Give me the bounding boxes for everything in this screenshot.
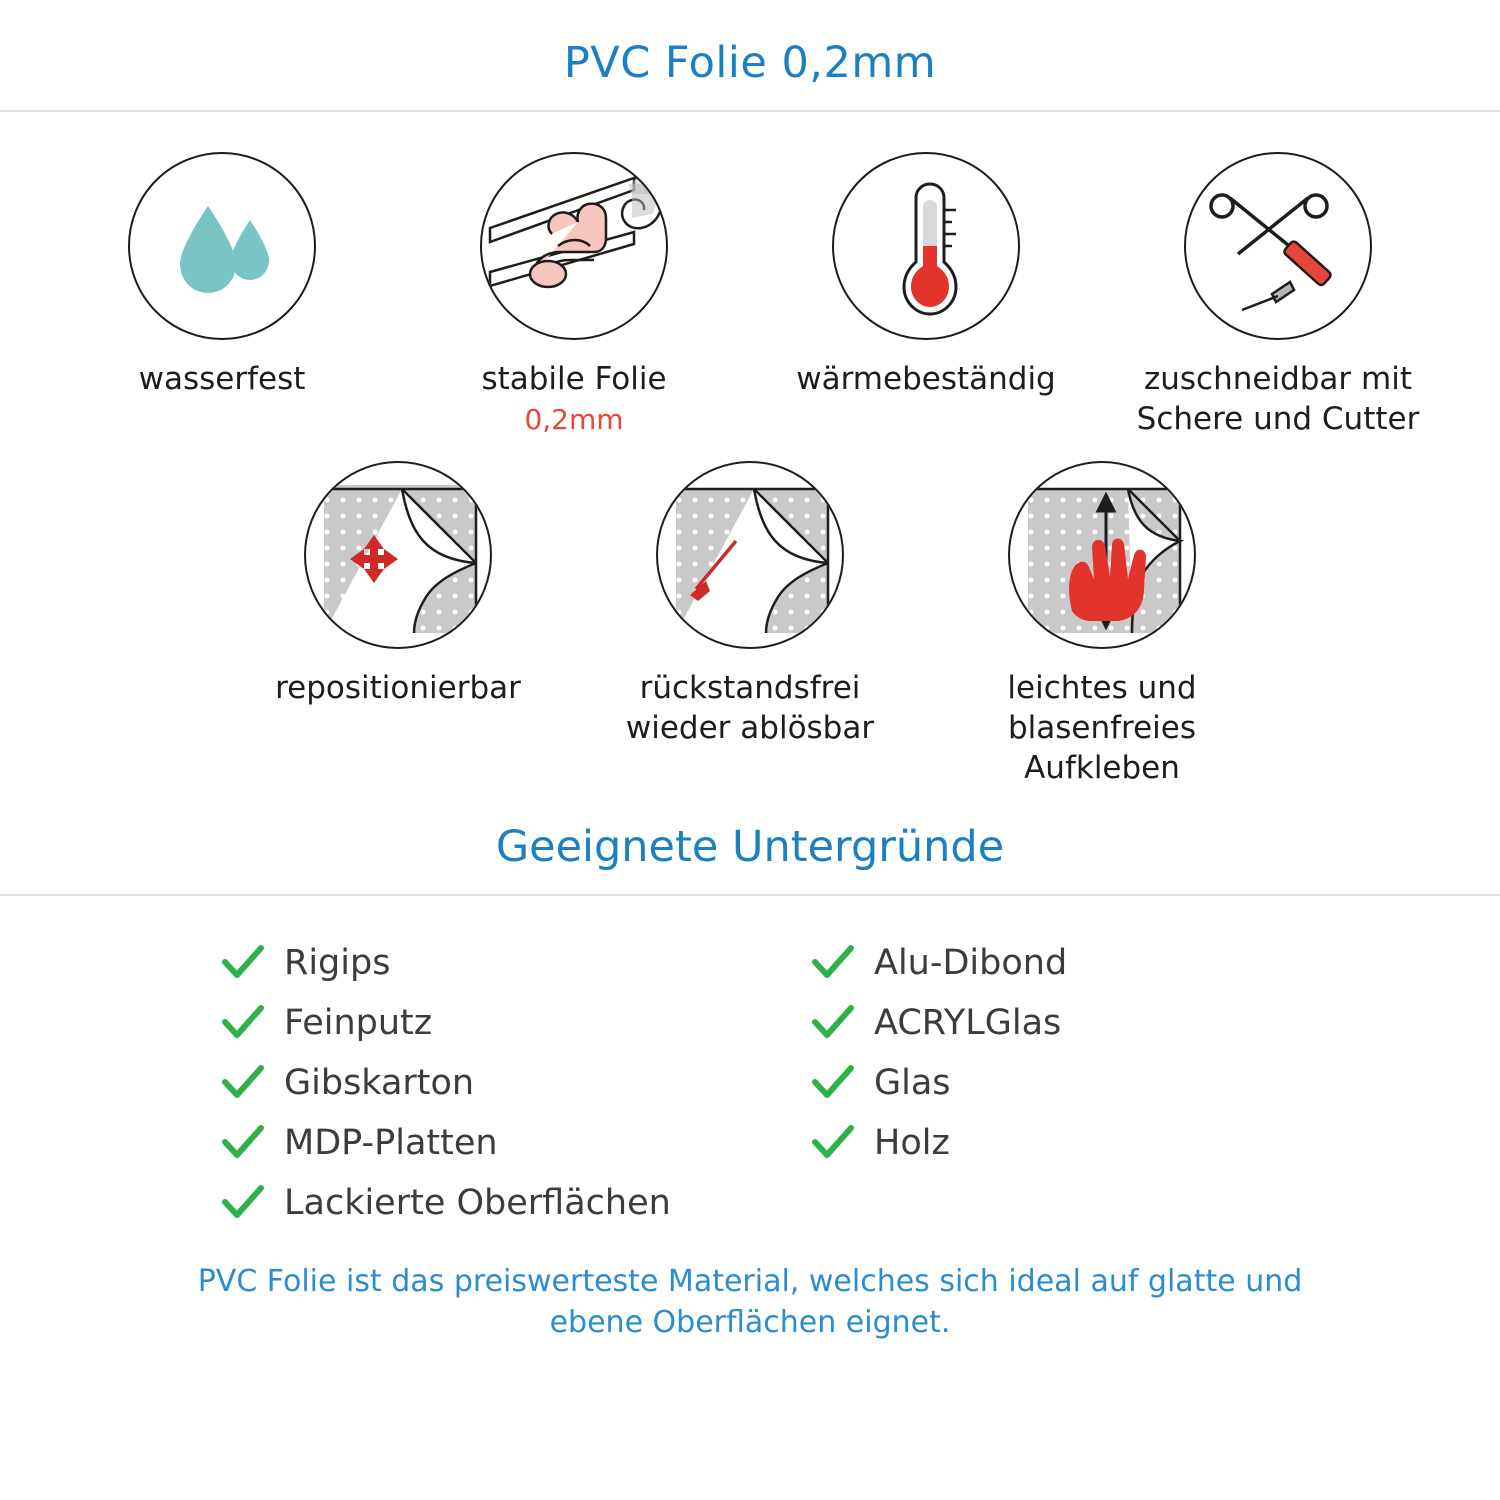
feature-caption	[1113, 360, 1443, 439]
list-item	[220, 940, 690, 986]
feature-caption	[796, 360, 1056, 400]
feature-repositionierbar	[222, 461, 574, 709]
feature-rueckstandsfrei	[574, 461, 926, 748]
feature-caption	[139, 360, 306, 400]
substrate-label: Rigips	[284, 943, 391, 984]
feature-icon-circle	[832, 152, 1020, 340]
substrate-label: Gibskarton	[284, 1063, 475, 1104]
feature-label: rückstandsfrei wieder ablösbar	[625, 670, 875, 747]
substrate-label: MDP-Platten	[284, 1123, 498, 1164]
feature-wasserfest	[46, 152, 398, 400]
substrate-label: Lackierte Oberflächen	[284, 1183, 671, 1224]
check-icon	[220, 1003, 266, 1043]
thermometer-icon	[834, 154, 1018, 340]
feature-waermebestaendig	[750, 152, 1102, 400]
check-icon	[810, 1123, 856, 1163]
list-item	[220, 1000, 690, 1046]
feature-caption	[275, 669, 521, 709]
feature-caption	[481, 360, 666, 438]
feature-label: stabile Folie	[481, 361, 667, 397]
substrates-title: Geeignete Untergründe	[495, 822, 1005, 873]
features-section	[0, 112, 1500, 788]
feature-icon-circle	[480, 152, 668, 340]
feature-zuschneidbar	[1102, 152, 1454, 439]
list-item	[220, 1180, 690, 1226]
feature-stabile-folie	[398, 152, 750, 438]
feature-label: repositionierbar	[275, 670, 521, 707]
check-icon	[220, 1183, 266, 1223]
feature-sublabel: 0,2mm	[524, 402, 624, 436]
strong-arm-film-icon	[482, 154, 666, 340]
substrates-column-right	[810, 940, 1280, 1240]
substrates-section	[0, 896, 1500, 1240]
substrate-label: Holz	[874, 1123, 950, 1164]
feature-icon-circle	[304, 461, 492, 649]
feature-icon-circle	[128, 152, 316, 340]
feature-label: wärmebeständig	[796, 361, 1056, 397]
feature-caption	[937, 669, 1267, 788]
substrates-column-left	[220, 940, 690, 1240]
water-drops-icon	[130, 154, 314, 340]
features-row-1	[0, 152, 1500, 439]
check-icon	[810, 1003, 856, 1043]
list-item	[810, 1120, 1280, 1166]
feature-icon-circle	[1008, 461, 1196, 649]
list-item	[220, 1120, 690, 1166]
check-icon	[220, 1123, 266, 1163]
feature-blasenfreies-aufkleben	[926, 461, 1278, 788]
feature-label: zuschneidbar mit Schere und Cutter	[1136, 361, 1420, 437]
feature-icon-circle	[1184, 152, 1372, 340]
substrate-label: Glas	[874, 1063, 951, 1104]
list-item	[220, 1060, 690, 1106]
check-icon	[810, 943, 856, 983]
check-icon	[810, 1063, 856, 1103]
features-row-2	[0, 461, 1500, 788]
hand-smoothing-icon	[1010, 463, 1194, 649]
list-item	[810, 1060, 1280, 1106]
substrate-label: Alu-Dibond	[874, 943, 1068, 984]
check-icon	[220, 943, 266, 983]
check-icon	[220, 1063, 266, 1103]
feature-icon-circle	[656, 461, 844, 649]
reposition-arrows-icon	[306, 463, 490, 649]
substrate-label: Feinputz	[284, 1003, 433, 1044]
feature-caption	[585, 669, 915, 748]
feature-label: leichtes und blasenfreies Aufkleben	[1007, 670, 1197, 786]
scissors-cutter-icon	[1186, 154, 1370, 340]
substrate-label: ACRYLGlas	[874, 1003, 1062, 1044]
peel-off-arrow-icon	[658, 463, 842, 649]
list-item	[810, 940, 1280, 986]
page-title: PVC Folie 0,2mm	[563, 38, 937, 88]
list-item	[810, 1000, 1280, 1046]
footnote-text: PVC Folie ist das preiswerteste Material, welches sich ideal auf glatte und ebene Oberflächen eignet.	[197, 1264, 1303, 1340]
feature-label: wasserfest	[138, 361, 306, 397]
